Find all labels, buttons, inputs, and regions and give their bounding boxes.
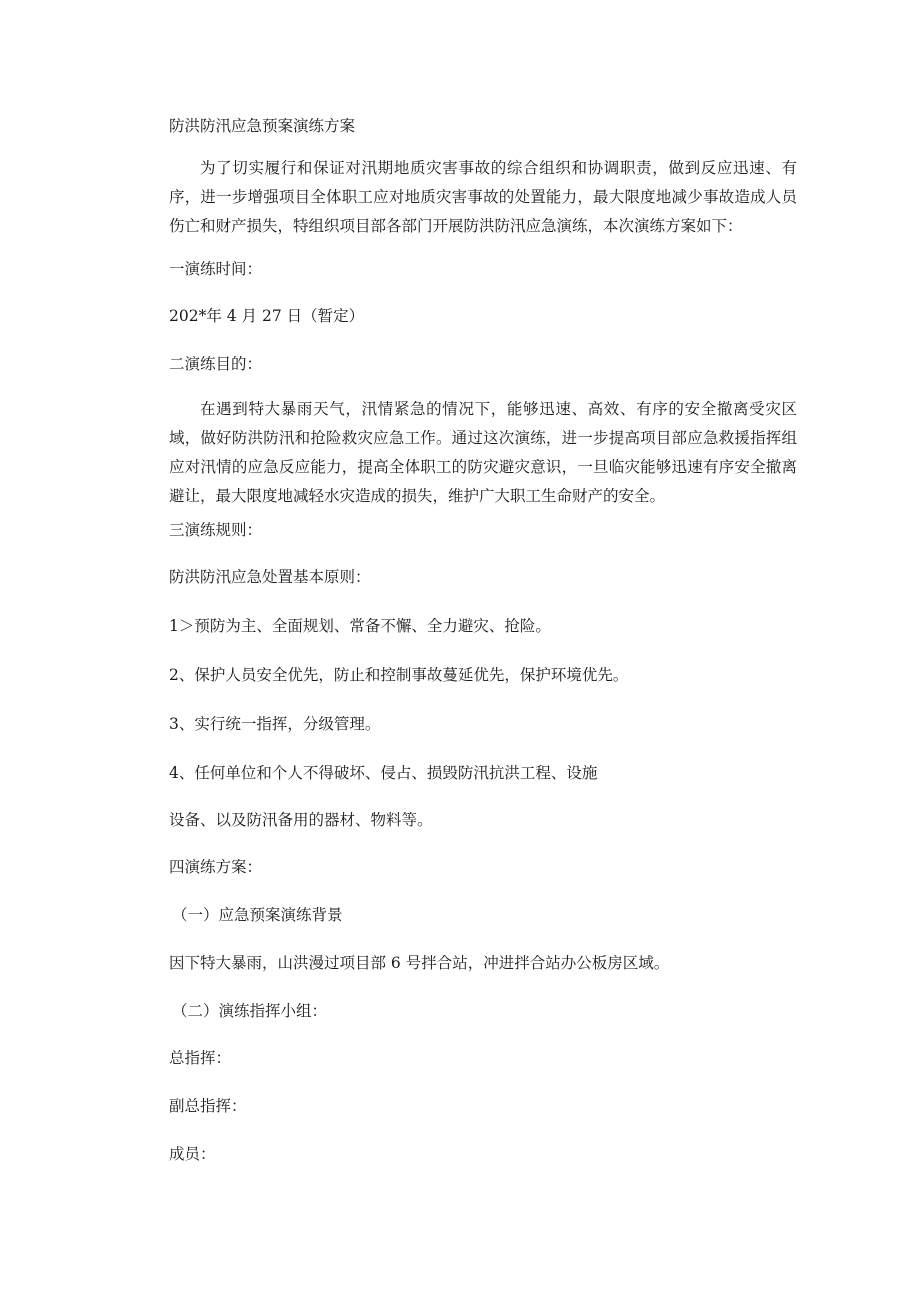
section-rules-heading: 三演练规则： xyxy=(169,521,263,539)
rule-item-4-continued: 设备、以及防汛备用的器材、物料等。 xyxy=(169,811,433,829)
plan-sub2-heading: （二）演练指挥小组： xyxy=(172,1002,328,1020)
section-time-heading: 一演练时间： xyxy=(169,260,263,278)
intro-text: 为了切实履行和保证对汛期地质灾害事故的综合组织和协调职责，做到反应迅速、有序，进一步增强项目全体职工应对地质灾害事故的处置能力，最大限度地减少事故造成人员伤亡和财产损失，特组织项目部各部门开展防洪防汛应急演练，本次演练方案如下： xyxy=(169,159,797,235)
section-purpose-heading: 二演练目的： xyxy=(169,355,263,373)
rule-item-2: 2、保护人员安全优先，防止和控制事故蔓延优先，保护环境优先。 xyxy=(169,666,629,684)
purpose-paragraph xyxy=(169,395,797,511)
plan-sub1-heading: （一）应急预案演练背景 xyxy=(172,906,343,924)
rule-item-4: 4、任何单位和个人不得破坏、侵占、损毁防汛抗洪工程、设施 xyxy=(169,764,598,782)
section-plan-heading: 四演练方案： xyxy=(169,858,263,876)
commander-label: 总指挥： xyxy=(169,1049,232,1067)
rule-item-1: 1＞预防为主、全面规划、常备不懈、全力避灾、抢险。 xyxy=(169,617,551,635)
rules-subheading: 防洪防汛应急处置基本原则： xyxy=(169,568,371,586)
document-title: 防洪防汛应急预案演练方案 xyxy=(169,117,356,135)
purpose-text: 在遇到特大暴雨天气，汛情紧急的情况下，能够迅速、高效、有序的安全撤离受灾区域，做好防洪防汛和抢险救灾应急工作。通过这次演练，进一步提高项目部应急救援指挥组应对汛情的应急反应能力，提高全体职工的防灾避灾意识，一旦临灾能够迅速有序安全撤离避让，最大限度地减轻水灾造成的损失，维护广大职工生命财产的安全。 xyxy=(169,400,797,505)
drill-date: 202*年 4 月 27 日（暂定） xyxy=(169,307,365,325)
deputy-commander-label: 副总指挥： xyxy=(169,1097,247,1115)
intro-paragraph xyxy=(169,154,797,241)
plan-sub1-body: 因下特大暴雨，山洪漫过项目部 6 号拌合站，冲进拌合站办公板房区域。 xyxy=(169,954,670,972)
rule-item-3: 3、实行统一指挥，分级管理。 xyxy=(169,715,381,733)
members-label: 成员： xyxy=(169,1145,216,1163)
